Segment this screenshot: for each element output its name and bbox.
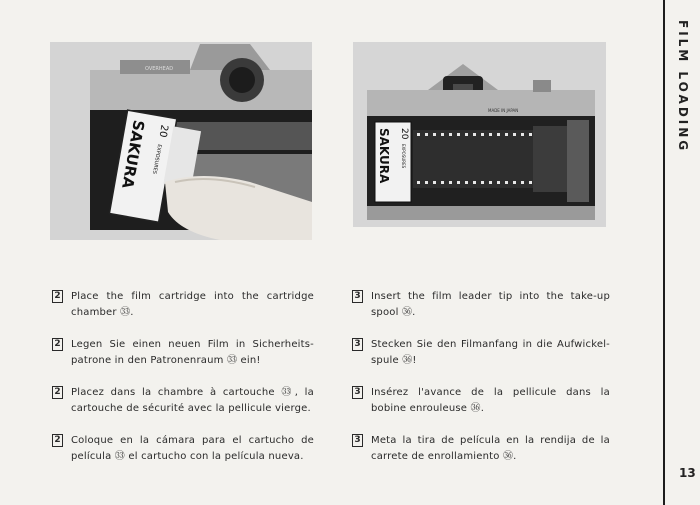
step-3-column [352, 289, 610, 481]
photo-cartridge-insertion [50, 42, 312, 240]
cartridge-count-text-right: 20 [399, 128, 409, 140]
step-3-german [352, 337, 610, 369]
step-text: Insert the film leader tip into the take-up spool ㊱. [371, 291, 610, 318]
step-2-english [52, 289, 314, 321]
section-title: FILM LOADING [676, 20, 690, 154]
step-2-french [52, 385, 314, 417]
cartridge-brand-text-right: SAKURA [377, 128, 391, 184]
step-number: 2 [52, 386, 63, 399]
step-text: Insérez l'avance de la pellicule dans la bobine enrouleuse ㊱. [371, 387, 610, 414]
camera-illustration-right [353, 42, 606, 227]
step-number: 3 [352, 434, 363, 447]
cartridge-label-text-right: EXPOSURES [401, 144, 406, 169]
margin-rule [663, 0, 665, 505]
step-3-english [352, 289, 610, 321]
page-number: 13 [679, 466, 696, 480]
step-3-spanish [352, 433, 610, 465]
step-3-french [352, 385, 610, 417]
step-text: Meta la tira de película en la rendija de la carrete de enrollamiento ㊱. [371, 435, 610, 462]
step-text: Stecken Sie den Filmanfang in die Aufwickel-spule ㊱! [371, 339, 610, 366]
step-number: 3 [352, 338, 363, 351]
step-number: 2 [52, 338, 63, 351]
camera-illustration-left [50, 42, 312, 240]
made-in-text-right: MADE IN JAPAN [488, 108, 519, 113]
step-2-spanish [52, 433, 314, 465]
photo-film-threading [353, 42, 606, 227]
cartridge-brand-text: SAKURA [118, 118, 148, 190]
step-2-column [52, 289, 314, 481]
step-number: 2 [52, 434, 63, 447]
step-text: Placez dans la chambre à cartouche ㉝, la cartouche de sécurité avec la pellicule vierge. [71, 387, 314, 414]
step-number: 3 [352, 386, 363, 399]
step-2-german [52, 337, 314, 369]
cartridge-label-text: EXPOSURES [150, 143, 163, 175]
camera-label-text: OVERHEAD [145, 66, 174, 72]
step-number: 2 [52, 290, 63, 303]
step-number: 3 [352, 290, 363, 303]
cartridge-count-text: 20 [156, 123, 170, 139]
step-text: Coloque en la cámara para el cartucho de película ㉝ el cartucho con la película nueva. [71, 435, 314, 462]
step-text: Legen Sie einen neuen Film in Sicherheits-patrone in den Patronenraum ㉝ ein! [71, 339, 314, 366]
step-text: Place the film cartridge into the cartridge chamber ㉝. [71, 291, 314, 318]
